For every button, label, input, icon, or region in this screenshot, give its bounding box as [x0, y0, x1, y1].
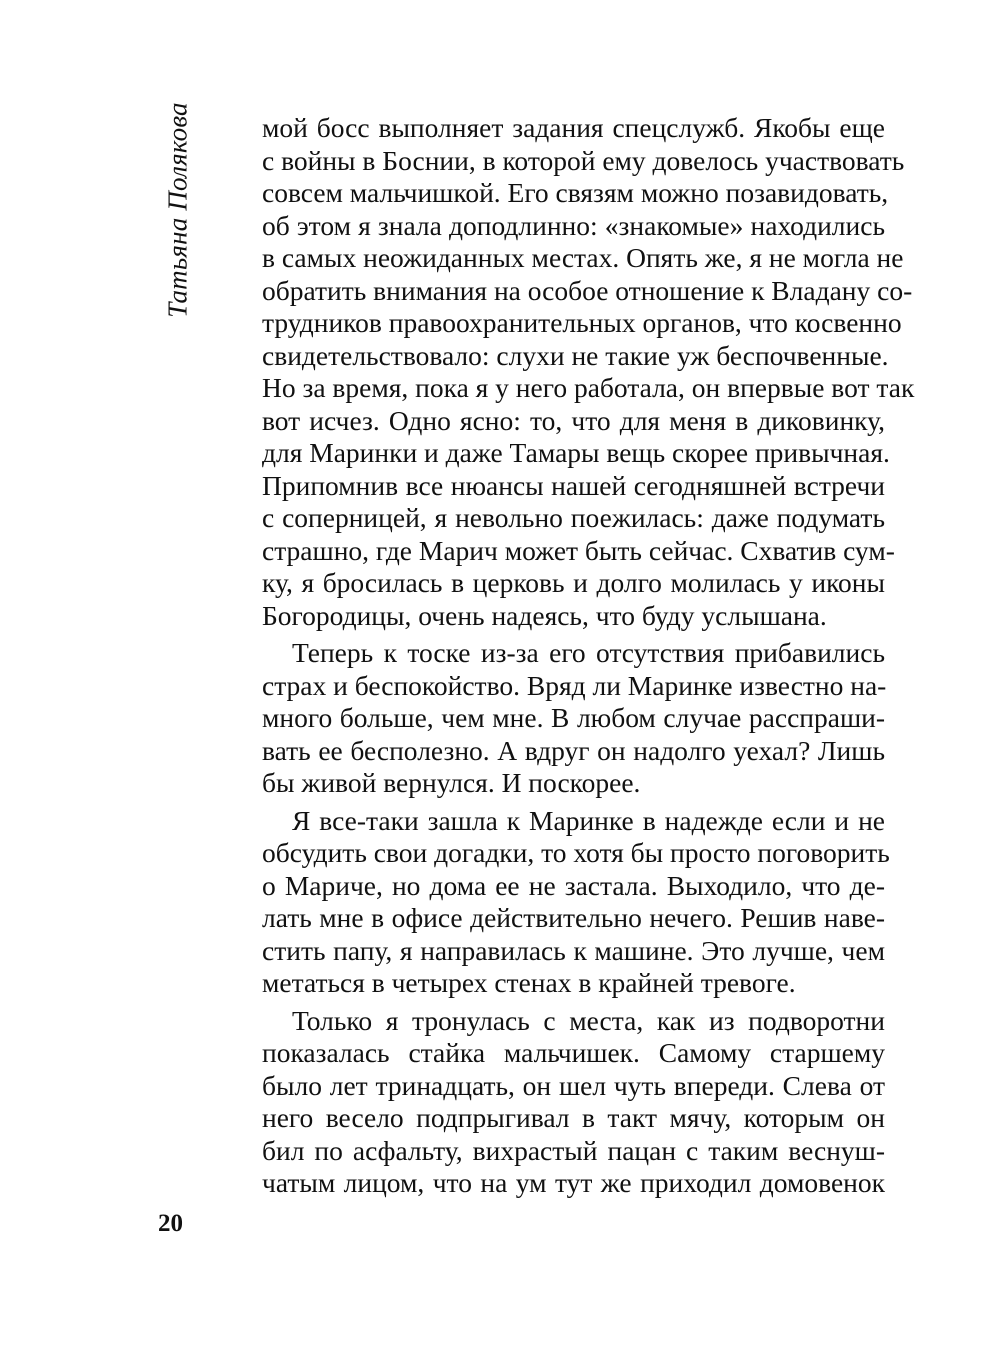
text-line: бил по асфальту, вихрастый пацан с таким веснуш-	[262, 1134, 885, 1166]
text-line: Припомнив все нюансы нашей сегодняшней встречи	[262, 469, 885, 501]
text-line: Теперь к тоске из-за его отсутствия прибавились	[292, 637, 885, 668]
text-line: свидетельствовало: слухи не такие уж беспочвенные.	[262, 339, 889, 371]
text-line: страх и беспокойство. Вряд ли Маринке известно на-	[262, 669, 887, 701]
text-line: об этом я знала доподлинно: «знакомые» находились	[262, 209, 885, 241]
text-line: Только я тронулась с места, как из подворотни	[292, 1004, 885, 1036]
text-line: ку, я бросилась в церковь и долго молилась у иконы	[262, 567, 885, 598]
paragraph	[262, 1005, 885, 1200]
paragraph	[262, 804, 890, 1000]
text-line: Но за время, пока я у него работала, он впервые вот так	[262, 372, 915, 403]
text-line: Богородицы, очень надеясь, что буду услышана.	[262, 599, 827, 631]
text-line: с войны в Боснии, в которой ему довелось участвовать	[262, 144, 905, 176]
text-line: страшно, где Марич может быть сейчас. Схватив сум-	[262, 534, 895, 566]
body-text	[262, 112, 915, 1200]
text-line: вот исчез. Одно ясно: то, что для меня в диковинку,	[262, 404, 885, 436]
paragraph	[262, 637, 885, 800]
text-line: стить папу, я направилась к машине. Это лучше, чем	[262, 934, 885, 966]
paragraph	[262, 112, 915, 632]
text-line: трудников правоохранительных органов, что косвенно	[262, 307, 902, 338]
text-line: него весело подпрыгивал в такт мячу, которым он	[262, 1102, 885, 1133]
text-line: обсудить свои догадки, то хотя бы просто поговорить	[262, 837, 890, 868]
text-line: о Мариче, но дома ее не застала. Выходило, что де-	[262, 869, 885, 901]
text-line: мой босс выполняет задания спецслужб. Якобы еще	[262, 112, 885, 143]
text-line: Я все-таки зашла к Маринке в надежде если и не	[292, 804, 885, 836]
running-head-author: Татьяна Полякова	[162, 102, 193, 318]
text-line: для Маринки и даже Тамары вещь скорее привычная.	[262, 437, 890, 468]
text-line: лать мне в офисе действительно нечего. Решив наве-	[262, 902, 885, 933]
text-line: было лет тринадцать, он шел чуть впереди. Слева от	[262, 1069, 885, 1101]
text-line: много больше, чем мне. В любом случае расспраши-	[262, 702, 885, 733]
text-line: совсем мальчишкой. Его связям можно позавидовать,	[262, 177, 889, 208]
page-number: 20	[158, 1210, 183, 1237]
text-line: в самых неожиданных местах. Опять же, я не могла не	[262, 242, 904, 273]
text-line: обратить внимания на особое отношение к Владану со-	[262, 274, 913, 306]
text-line: метаться в четырех стенах в крайней тревоге.	[262, 967, 796, 998]
text-line: чатым лицом, что на ум тут же приходил домовенок	[262, 1167, 885, 1198]
text-line: бы живой вернулся. И поскорее.	[262, 767, 641, 798]
text-line: показалась стайка мальчишек. Самому старшему	[262, 1037, 885, 1068]
text-line: вать ее бесполезно. А вдруг он надолго уехал? Лишь	[262, 734, 885, 766]
text-line: с соперницей, я невольно поежилась: даже подумать	[262, 502, 885, 533]
